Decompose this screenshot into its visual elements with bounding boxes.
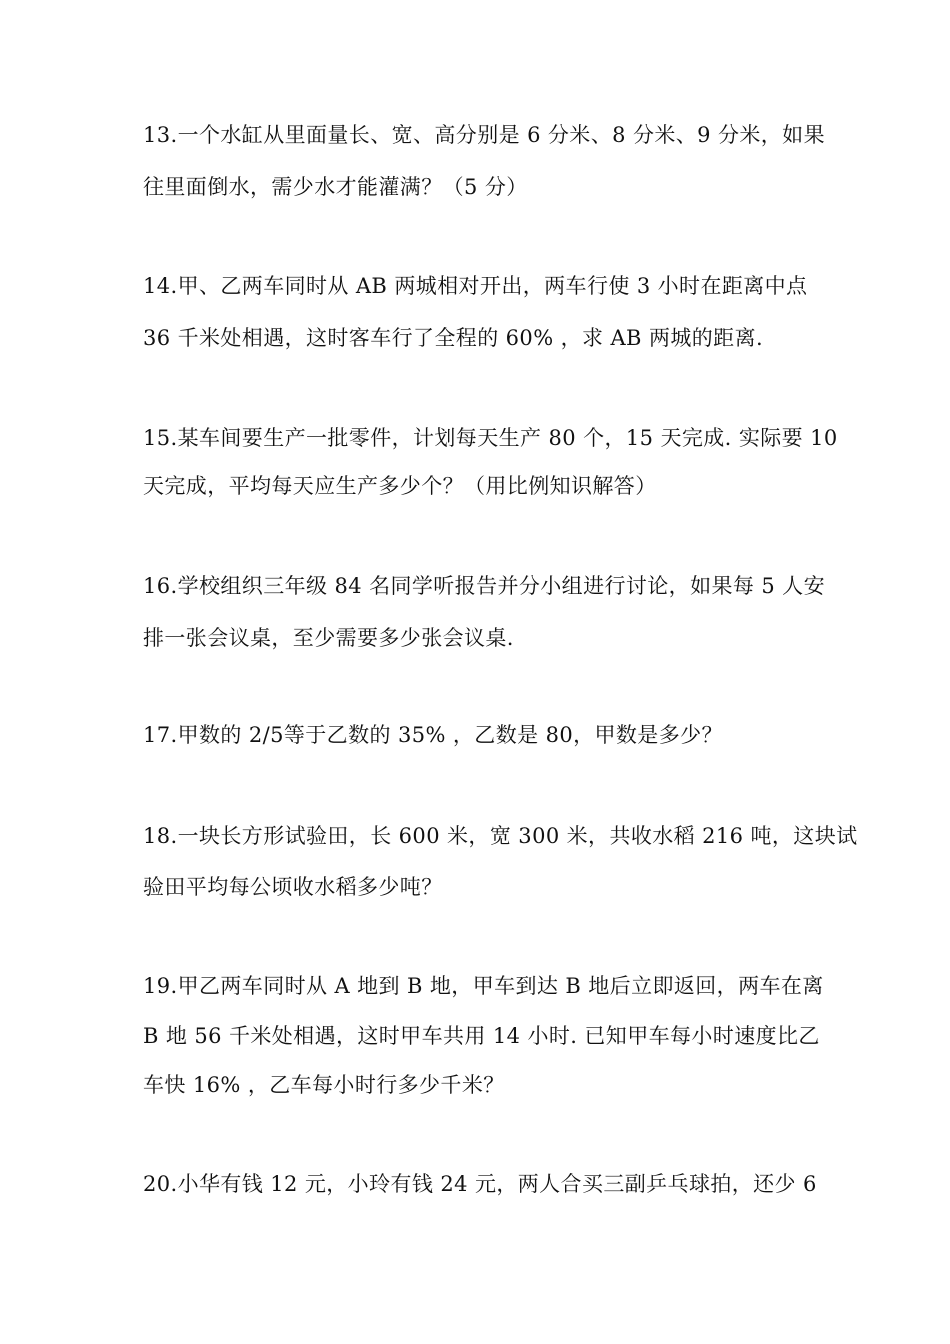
problem-line: 14.甲、乙两车同时从 AB 两城相对开出，两车行使 3 小时在距离中点 [143,274,808,298]
problem-line: B 地 56 千米处相遇，这时甲车共用 14 小时. 已知甲车每小时速度比乙 [143,1024,820,1048]
problem-line: 36 千米处相遇，这时客车行了全程的 60% ，求 AB 两城的距离. [143,326,764,350]
problem-line: 16.学校组织三年级 84 名同学听报告并分小组进行讨论，如果每 5 人安 [143,574,825,598]
problem-line: 19.甲乙两车同时从 A 地到 B 地，甲车到达 B 地后立即返回，两车在离 [143,974,824,998]
problem-line: 18.一块长方形试验田，长 600 米，宽 300 米，共收水稻 216 吨，这块试 [143,824,858,848]
problem-line: 20.小华有钱 12 元，小玲有钱 24 元，两人合买三副乒乓球拍，还少 6 [143,1172,817,1196]
problem-line: 排一张会议桌，至少需要多少张会议桌. [143,626,514,650]
problem-line: 验田平均每公顷收水稻多少吨？ [143,875,443,899]
problem-line: 13.一个水缸从里面量长、宽、高分别是 6 分米、8 分米、9 分米，如果 [143,123,825,147]
problem-line: 15.某车间要生产一批零件，计划每天生产 80 个，15 天完成. 实际要 10 [143,426,838,450]
problem-line: 车快 16% ，乙车每小时行多少千米？ [143,1073,505,1097]
problem-line: 天完成，平均每天应生产多少个？（用比例知识解答） [143,474,657,498]
problem-line: 往里面倒水，需少水才能灌满？（5 分） [143,175,528,199]
problem-line: 17.甲数的 2/5等于乙数的 35% ，乙数是 80，甲数是多少？ [143,723,723,747]
